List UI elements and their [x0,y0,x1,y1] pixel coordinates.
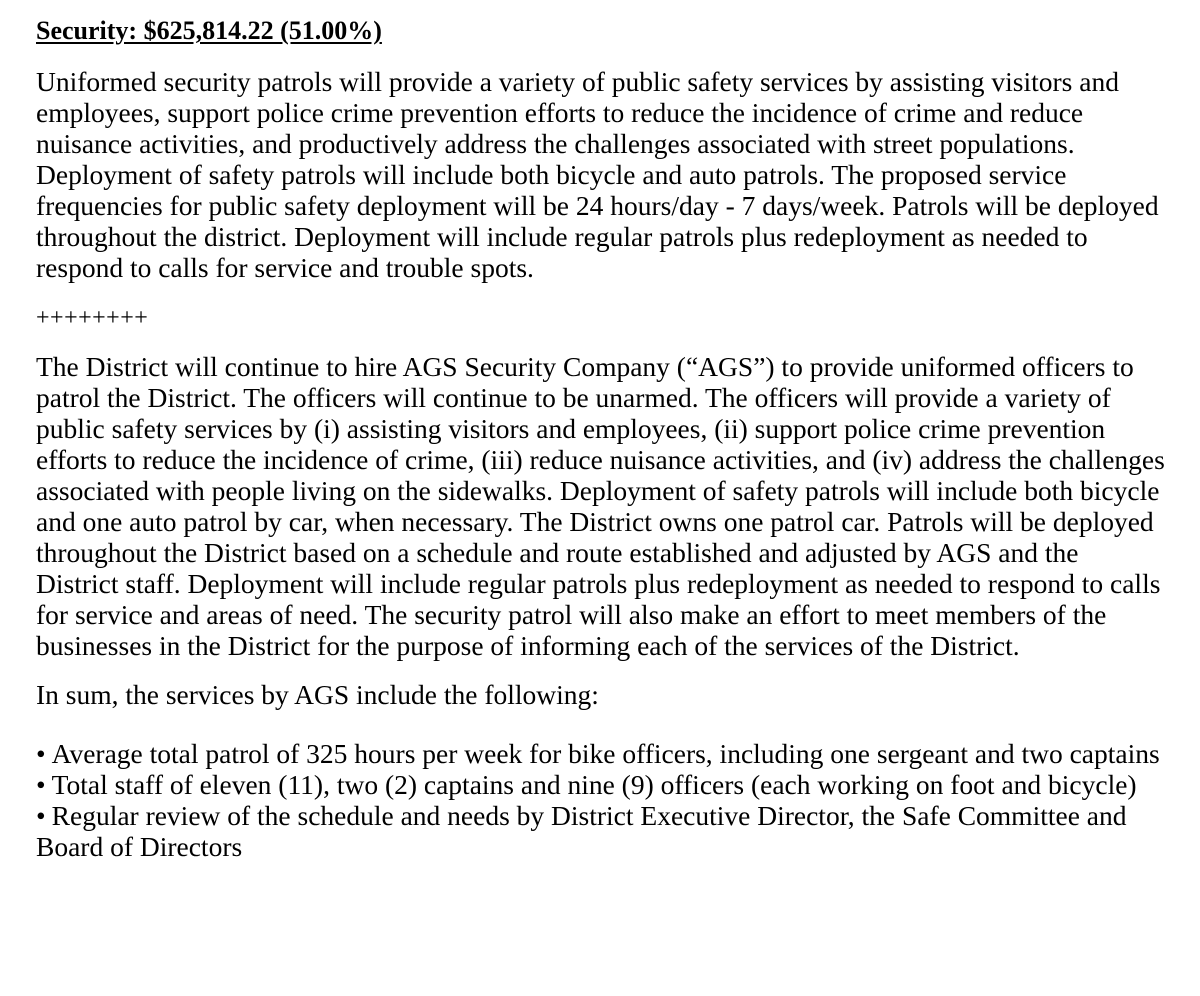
services-bullet-list [36,738,1166,862]
bullet-icon: • [36,800,46,831]
paragraph-patrol-overview: Uniformed security patrols will provide a variety of public safety services by assisting visitors and employees, support police crime prevention efforts to reduce the incidence of crime and reduce nuisance activities, and productively address the challenges associated with street populations. Deployment of safety patrols will include both bicycle and auto patrols. The proposed service frequencies for public safety deployment will be 24 hours/day - 7 days/week. Patrols will be deployed throughout the district. Deployment will include regular patrols plus redeployment as needed to respond to calls for service and trouble spots. [36,66,1159,283]
section-heading: Security: $625,814.22 (51.00%) [36,16,382,45]
list-item [36,800,1166,862]
bullet-text: Total staff of eleven (11), two (2) captains and nine (9) officers (each working on foot and bicycle) [51,769,1137,800]
paragraph-ags-services: The District will continue to hire AGS Security Company (“AGS”) to provide uniformed officers to patrol the District. The officers will continue to be unarmed. The officers will provide a variety of public safety services by (i) assisting visitors and employees, (ii) support police crime prevention efforts to reduce the incidence of crime, (iii) reduce nuisance activities, and (iv) address the challenges associated with people living on the sidewalks. Deployment of safety patrols will include both bicycle and one auto patrol by car, when necessary. The District owns one patrol car. Patrols will be deployed throughout the District based on a schedule and route established and adjusted by AGS and the District staff. Deployment will include regular patrols plus redeployment as needed to respond to calls for service and areas of need. The security patrol will also make an effort to meet members of the businesses in the District for the purpose of informing each of the services of the District. [36,351,1165,661]
list-item [36,738,1166,769]
bullet-text: Regular review of the schedule and needs by District Executive Director, the Safe Committee and Board of Directors [36,800,1127,862]
bullet-icon: • [36,738,46,769]
document-page [36,14,1166,862]
bullet-icon: • [36,769,46,800]
list-item [36,769,1166,800]
bullet-text: Average total patrol of 325 hours per week for bike officers, including one sergeant and two captains [51,738,1160,769]
section-divider: ++++++++ [36,305,149,331]
summary-intro: In sum, the services by AGS include the following: [36,679,599,710]
